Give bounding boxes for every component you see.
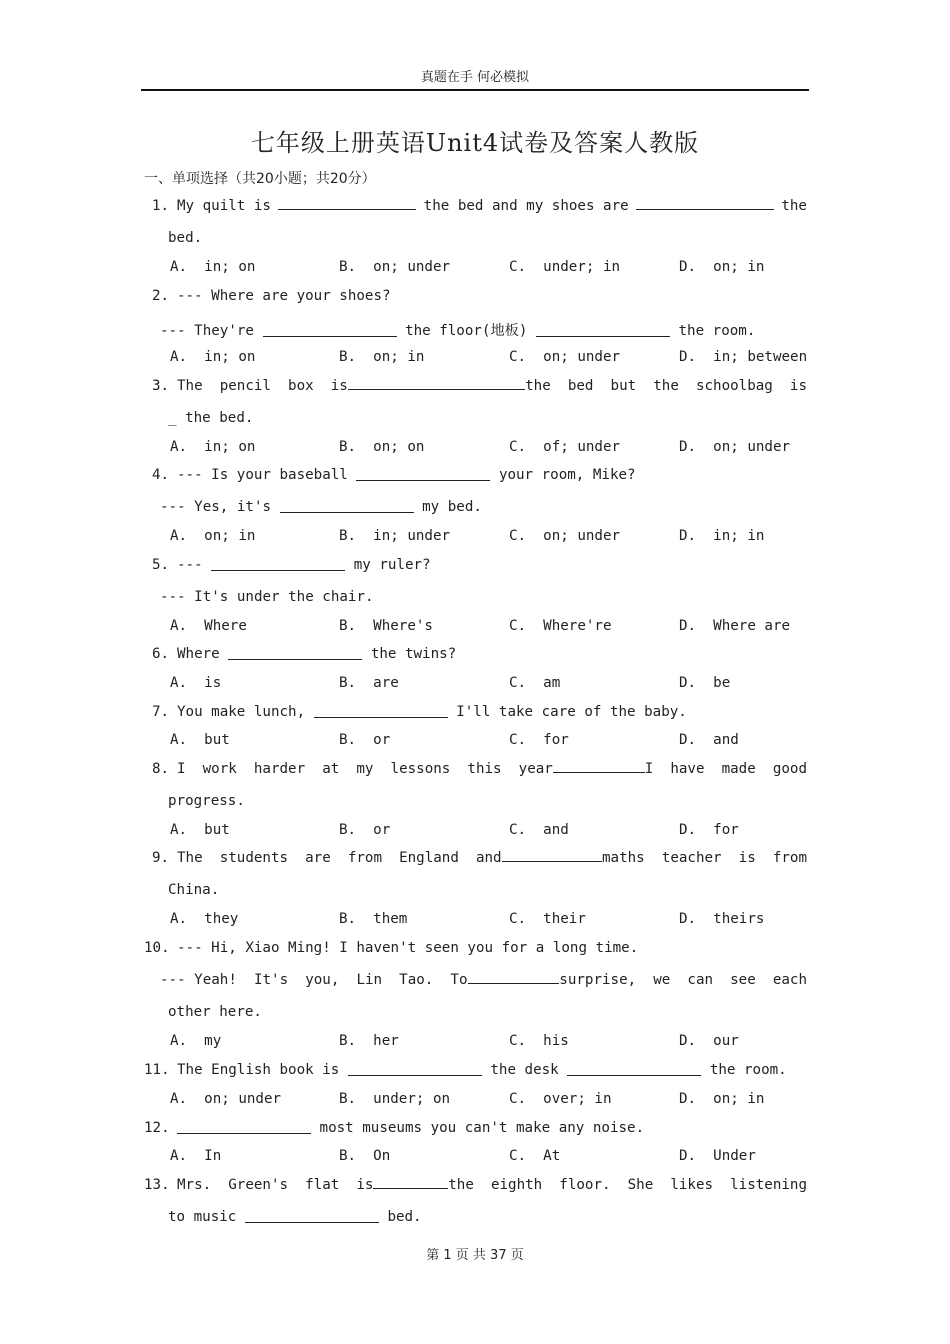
question-line: progress. [168, 793, 245, 809]
option[interactable]: D. on; in [679, 1091, 765, 1107]
answer-blank[interactable] [228, 658, 362, 660]
header-slogan: 真题在手 何必模拟 [420, 70, 530, 85]
option[interactable]: D. for [679, 822, 739, 838]
options-row [170, 439, 810, 459]
options-row [170, 822, 810, 842]
question-number: 11. [144, 1062, 170, 1078]
question-number: 5. [152, 557, 170, 573]
options-row [170, 618, 810, 638]
question-line: The students are from England and maths teacher is from [177, 850, 807, 866]
question-number: 12. [144, 1120, 170, 1136]
answer-blank[interactable] [553, 771, 645, 773]
answer-blank[interactable] [263, 335, 397, 337]
option[interactable]: C. and [509, 822, 569, 838]
option[interactable]: B. On [339, 1148, 391, 1164]
page-footer: 第 1 页 共 37 页 [426, 1248, 524, 1263]
question-line: --- my ruler? [177, 557, 431, 573]
option[interactable]: D. Under [679, 1148, 756, 1164]
options-row [170, 911, 810, 931]
question-line: China. [168, 882, 220, 898]
question-number: 8. [152, 761, 170, 777]
question-line: Where the twins? [177, 646, 457, 662]
option[interactable]: A. in; on [170, 349, 256, 365]
option[interactable]: C. under; in [509, 259, 621, 275]
question-line: other here. [168, 1004, 262, 1020]
answer-blank[interactable] [348, 1074, 482, 1076]
question-number: 7. [152, 704, 170, 720]
option[interactable]: B. in; under [339, 528, 451, 544]
question-line: My quilt is the bed and my shoes are the [177, 198, 807, 214]
option[interactable]: B. are [339, 675, 399, 691]
options-row [170, 675, 810, 695]
options-row [170, 528, 810, 548]
question-line: --- Yes, it's my bed. [160, 499, 482, 515]
answer-blank[interactable] [536, 335, 670, 337]
option[interactable]: D. our [679, 1033, 739, 1049]
option[interactable]: B. or [339, 732, 391, 748]
option[interactable]: A. but [170, 732, 230, 748]
option[interactable]: C. of; under [509, 439, 621, 455]
option[interactable]: B. under; on [339, 1091, 451, 1107]
option[interactable]: C. At [509, 1148, 561, 1164]
option[interactable]: C. his [509, 1033, 569, 1049]
answer-blank[interactable] [211, 569, 345, 571]
option[interactable]: C. their [509, 911, 586, 927]
answer-blank[interactable] [636, 208, 774, 210]
option[interactable]: C. for [509, 732, 569, 748]
question-line: I work harder at my lessons this year I have made good [177, 761, 807, 777]
option[interactable]: A. but [170, 822, 230, 838]
answer-blank[interactable] [245, 1221, 379, 1223]
answer-blank[interactable] [314, 716, 448, 718]
options-row [170, 1148, 810, 1168]
question-line: --- Yeah! It's you, Lin Tao. To surprise, we can see each [160, 972, 807, 988]
question-line: --- Is your baseball your room, Mike? [177, 467, 636, 483]
answer-blank[interactable] [567, 1074, 701, 1076]
question-line: _ the bed. [168, 410, 254, 426]
option[interactable]: A. In [170, 1148, 222, 1164]
option[interactable]: A. on; in [170, 528, 256, 544]
answer-blank[interactable] [502, 860, 602, 862]
answer-blank[interactable] [278, 208, 416, 210]
question-number: 6. [152, 646, 170, 662]
options-row [170, 349, 810, 369]
option[interactable]: A. in; on [170, 439, 256, 455]
question-line: You make lunch, I'll take care of the baby. [177, 704, 687, 720]
option[interactable]: D. theirs [679, 911, 765, 927]
option[interactable]: D. and [679, 732, 739, 748]
answer-blank[interactable] [280, 511, 414, 513]
question-line: The English book is the desk the room. [177, 1062, 787, 1078]
question-number: 2. [152, 288, 170, 304]
options-row [170, 732, 810, 752]
option[interactable]: D. on; under [679, 439, 791, 455]
section-heading: 一、单项选择（共20小题；共20分） [144, 171, 376, 187]
option[interactable]: B. them [339, 911, 408, 927]
header-rule [141, 89, 809, 91]
question-number: 3. [152, 378, 170, 394]
option[interactable]: B. her [339, 1033, 399, 1049]
question-line: to music bed. [168, 1209, 422, 1225]
question-number: 1. [152, 198, 170, 214]
option[interactable]: C. over; in [509, 1091, 612, 1107]
options-row [170, 259, 810, 279]
question-line: bed. [168, 230, 203, 246]
question-number: 4. [152, 467, 170, 483]
answer-blank[interactable] [373, 1187, 448, 1189]
option[interactable]: A. my [170, 1033, 222, 1049]
options-row [170, 1091, 810, 1111]
option[interactable]: D. Where are [679, 618, 791, 634]
answer-blank[interactable] [177, 1132, 311, 1134]
answer-blank[interactable] [468, 982, 560, 984]
options-row [170, 1033, 810, 1053]
option[interactable]: A. is [170, 675, 222, 691]
option[interactable]: A. in; on [170, 259, 256, 275]
question-line: The pencil box is the bed but the schoolbag is [177, 378, 807, 394]
question-number: 10. [144, 940, 170, 956]
option[interactable]: B. on; under [339, 259, 451, 275]
option[interactable]: B. on; in [339, 349, 425, 365]
question-line: --- It's under the chair. [160, 589, 374, 605]
question-line: Mrs. Green's flat is the eighth floor. She likes listening [177, 1177, 807, 1193]
question-number: 9. [152, 850, 170, 866]
option[interactable]: C. on; under [509, 528, 621, 544]
question-line: --- Where are your shoes? [177, 288, 391, 304]
question-line: most museums you can't make any noise. [177, 1120, 644, 1136]
option[interactable]: D. in; in [679, 528, 765, 544]
option[interactable]: B. or [339, 822, 391, 838]
page-title: 七年级上册英语Unit4试卷及答案人教版 [250, 129, 700, 157]
question-line: --- Hi, Xiao Ming! I haven't seen you for a long time. [177, 940, 639, 956]
option[interactable]: A. on; under [170, 1091, 282, 1107]
option[interactable]: C. am [509, 675, 561, 691]
option[interactable]: C. Where're [509, 618, 612, 634]
answer-blank[interactable] [356, 479, 490, 481]
option[interactable]: C. on; under [509, 349, 621, 365]
question-number: 13. [144, 1177, 170, 1193]
answer-blank[interactable] [348, 388, 525, 390]
option[interactable]: D. be [679, 675, 731, 691]
option[interactable]: D. on; in [679, 259, 765, 275]
question-line: --- They're the floor(地板) the room. [160, 323, 756, 339]
option[interactable]: B. on; on [339, 439, 425, 455]
option[interactable]: D. in; between [679, 349, 808, 365]
option[interactable]: A. Where [170, 618, 247, 634]
option[interactable]: B. Where's [339, 618, 433, 634]
option[interactable]: A. they [170, 911, 239, 927]
